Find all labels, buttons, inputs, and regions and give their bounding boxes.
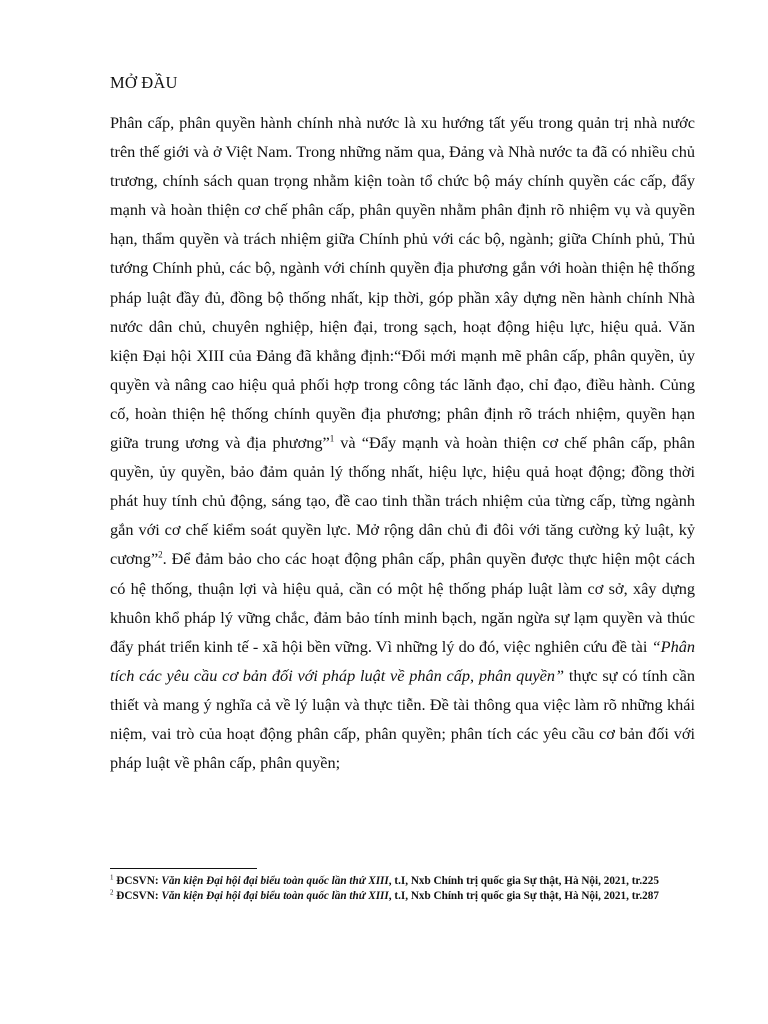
footnote-source-title: Văn kiện Đại hội đại biểu toàn quốc lần thứ XIII (161, 890, 389, 903)
footnote-number: 1 (110, 873, 114, 882)
footnotes (110, 874, 695, 904)
body-paragraph (110, 108, 695, 777)
footnote-ref-1[interactable]: 1 (329, 433, 335, 444)
footnote-ref-2[interactable]: 2 (158, 549, 163, 560)
footnote-1 (110, 874, 695, 889)
footnote-source-title: Văn kiện Đại hội đại biểu toàn quốc lần thứ XIII (161, 875, 389, 887)
footnote-suffix: , t.I, Nxb Chính trị quốc gia Sự thật, Hà Nội, 2021, tr.225 (388, 875, 659, 887)
paragraph-text-part-3: . Để đảm bảo cho các hoạt động phân cấp, phân quyền được thực hiện một cách có hệ thống, thuận lợi và hiệu quả, cần có một hệ thống pháp luật làm cơ sở, xây dựng khuôn khổ pháp lý vững chắc, đảm bảo tính minh bạch, ngăn ngừa sự lạm quyền và thúc đẩy phát triển kinh tế - xã hội bền vững. Vì những lý do đó, việc nghiên cứu đề tài (110, 549, 695, 656)
footnote-prefix: ĐCSVN: (116, 890, 162, 903)
topic-title: “Phân tích các yêu cầu cơ bản đối với pháp luật về phân cấp, phân quyền” (110, 636, 695, 685)
footnote-prefix: ĐCSVN: (116, 875, 162, 887)
footnote-suffix: , t.I, Nxb Chính trị quốc gia Sự thật, Hà Nội, 2021, tr.287 (388, 890, 659, 903)
paragraph-text-part-2: và “Đẩy mạnh và hoàn thiện cơ chế phân cấp, phân quyền, ủy quyền, bảo đảm quản lý thống nhất, hiệu lực, hiệu quả hoạt động; đồng thời phát huy tính chủ động, sáng tạo, đề cao tinh thần trách nhiệm của từng cấp, từng ngành gắn với cơ chế kiểm soát quyền lực. Mở rộng dân chủ đi đôi với tăng cường kỷ luật, kỷ cương” (110, 433, 695, 569)
footnote-2 (110, 889, 695, 904)
footnote-number: 2 (110, 888, 114, 897)
paragraph-text-part-4: thực sự có tính cần thiết và mang ý nghĩa cả về lý luận và thực tiễn. Đề tài thông qua việc làm rõ những khái niệm, vai trò của hoạt động phân cấp, phân quyền; phân tích các yêu cầu cơ bản đối với pháp luật về phân cấp, phân quyền; (110, 665, 696, 773)
section-heading: MỞ ĐẦU (110, 73, 178, 92)
footnote-separator (110, 868, 257, 869)
paragraph-text-part-1: Phân cấp, phân quyền hành chính nhà nước là xu hướng tất yếu trong quản trị nhà nước trên thế giới và ở Việt Nam. Trong những năm qua, Đảng và Nhà nước ta đã có nhiều chủ trương, chính sách quan trọng nhằm kiện toàn tổ chức bộ máy chính quyền các cấp, đẩy mạnh và hoàn thiện cơ chế phân cấp, phân quyền nhằm phân định rõ nhiệm vụ và quyền hạn, thẩm quyền và trách nhiệm giữa Chính phủ với các bộ, ngành; giữa Chính phủ, Thủ tướng Chính phủ, các bộ, ngành với chính quyền địa phương gắn với hoàn thiện hệ thống pháp luật đầy đủ, đồng bộ thống nhất, kịp thời, góp phần xây dựng nền hành chính Nhà nước dân chủ, chuyên nghiệp, hiện đại, trong sạch, hoạt động hiệu lực, hiệu quả. Văn kiện Đại hội XIII của Đảng đã khẳng định:“Đổi mới mạnh mẽ phân cấp, phân quyền, ủy quyền và nâng cao hiệu quả phối hợp trong công tác lãnh đạo, chỉ đạo, điều hành. Củng cố, hoàn thiện hệ thống chính quyền địa phương; phân định rõ trách nhiệm, quyền hạn giữa trung ương và địa phương” (110, 113, 695, 453)
